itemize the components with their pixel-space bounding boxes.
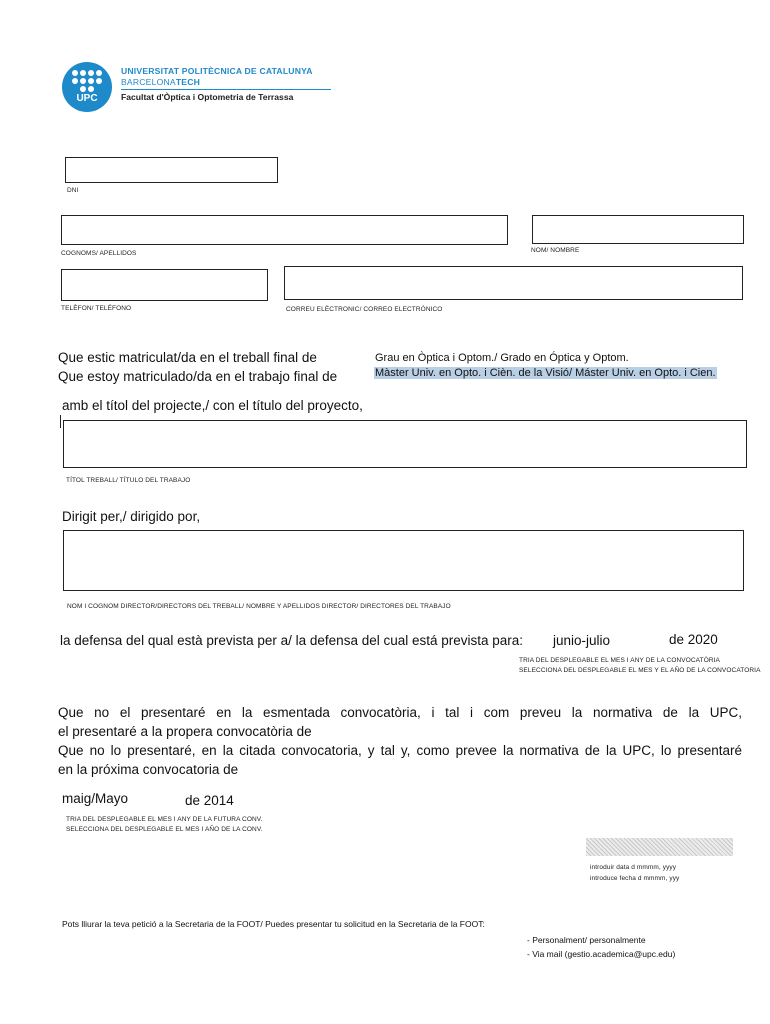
project-title-field[interactable] [63, 420, 747, 468]
defense-year[interactable]: de 2020 [669, 632, 718, 647]
logo-dot [96, 78, 102, 84]
statement-line: el presentaré a la propera convocatòria de [58, 724, 312, 739]
degree-option-master[interactable] [374, 367, 717, 379]
statement-paragraph [58, 703, 742, 779]
logo-dot [88, 70, 94, 76]
logo-divider [121, 89, 331, 90]
director-field[interactable] [63, 530, 744, 591]
defense-hint-ca: TRIA DEL DESPLEGABLE EL MES I ANY DE LA CONVOCATÒRIA [519, 657, 720, 664]
statement-line: Que no lo presentaré, en la citada convocatoria, y tal y, como prevee la normativa de la UPC, lo presentaré [58, 743, 742, 758]
dni-field[interactable] [65, 157, 278, 183]
logo-dot [72, 70, 78, 76]
logo-dot [80, 78, 86, 84]
surname-field[interactable] [61, 215, 508, 245]
logo-dot [88, 86, 94, 92]
text-cursor [60, 415, 61, 428]
date-hint-es: introduce fecha d mmmm, yyy [590, 875, 680, 882]
next-call-month-select[interactable]: maig/Mayo [62, 791, 129, 806]
email-label: CORREU ELÈCTRONIC/ CORREO ELECTRÓNICO [286, 306, 443, 313]
logo-dot [80, 86, 86, 92]
next-call-hint-es: SELECCIONA DEL DESPLEGABLE EL MES I AÑO DE LA CONV. [66, 826, 263, 833]
defense-hint-es: SELECCIONA DEL DESPLEGABLE EL MES Y EL AÑO DE LA CONVOCATORIA [519, 667, 761, 674]
project-heading: amb el títol del projecte,/ con el título del proyecto, [62, 398, 363, 413]
dni-label: DNI [67, 187, 79, 194]
name-field[interactable] [532, 215, 744, 244]
email-field[interactable] [284, 266, 743, 300]
next-call-hint-ca: TRIA DEL DESPLEGABLE EL MES I ANY DE LA FUTURA CONV. [66, 816, 263, 823]
degree-option-master-label: Màster Univ. en Opto. i Cièn. de la Visió/ Máster Univ. en Opto. i Cien. [375, 367, 716, 379]
enrollment-line-ca: Que estic matriculat/da en el treball final de [58, 350, 317, 365]
defense-text: la defensa del qual està prevista per a/ la defensa del cual está prevista para: [60, 633, 524, 648]
project-title-label: TÍTOL TREBALL/ TÍTULO DEL TRABAJO [66, 477, 191, 484]
university-name: UNIVERSITAT POLITÈCNICA DE CATALUNYA [121, 66, 313, 76]
degree-option-grau[interactable]: Grau en Òptica i Optom./ Grado en Óptica y Optom. [375, 352, 629, 364]
enrollment-line-es: Que estoy matriculado/da en el trabajo final de [58, 369, 338, 384]
director-label: NOM I COGNOM DIRECTOR/DIRECTORS DEL TREBALL/ NOMBRE Y APELLIDOS DIRECTOR/ DIRECTORES DEL TRABAJO [67, 603, 451, 610]
statement-line: Que no el presentaré en la esmentada convocatòria, i tal i com preveu la normativa de la UPC, [58, 705, 742, 720]
date-input[interactable] [586, 838, 733, 856]
defense-month-select[interactable]: junio-julio [553, 633, 611, 648]
phone-label: TELÈFON/ TELÉFONO [61, 305, 132, 312]
surname-label: COGNOMS/ APELLIDOS [61, 250, 137, 257]
footer-option-mail: - Via mail (gestio.academica@upc.edu) [527, 949, 676, 959]
director-heading: Dirigit per,/ dirigido por, [62, 509, 201, 524]
phone-field[interactable] [61, 269, 268, 301]
upc-logo [62, 62, 112, 112]
name-label: NOM/ NOMBRE [531, 247, 580, 254]
faculty-name: Facultat d'Òptica i Optometria de Terrassa [121, 92, 294, 102]
logo-dot [72, 78, 78, 84]
date-hint-ca: introduir data d mmmm, yyyy [590, 864, 677, 871]
logo-dot [88, 78, 94, 84]
next-call-year[interactable]: de 2014 [185, 793, 234, 808]
logo-dot [80, 70, 86, 76]
barcelonatech-label: BARCELONATECH [121, 77, 201, 87]
statement-line: en la próxima convocatoria de [58, 762, 239, 777]
logo-dot [96, 70, 102, 76]
footer-option-in-person: - Personalment/ personalmente [527, 935, 646, 945]
footer-intro: Pots lliurar la teva petició a la Secretaria de la FOOT/ Puedes presentar tu solicitud en la Secretaria de la FOOT: [62, 919, 485, 929]
logo-text: UPC [76, 93, 98, 104]
